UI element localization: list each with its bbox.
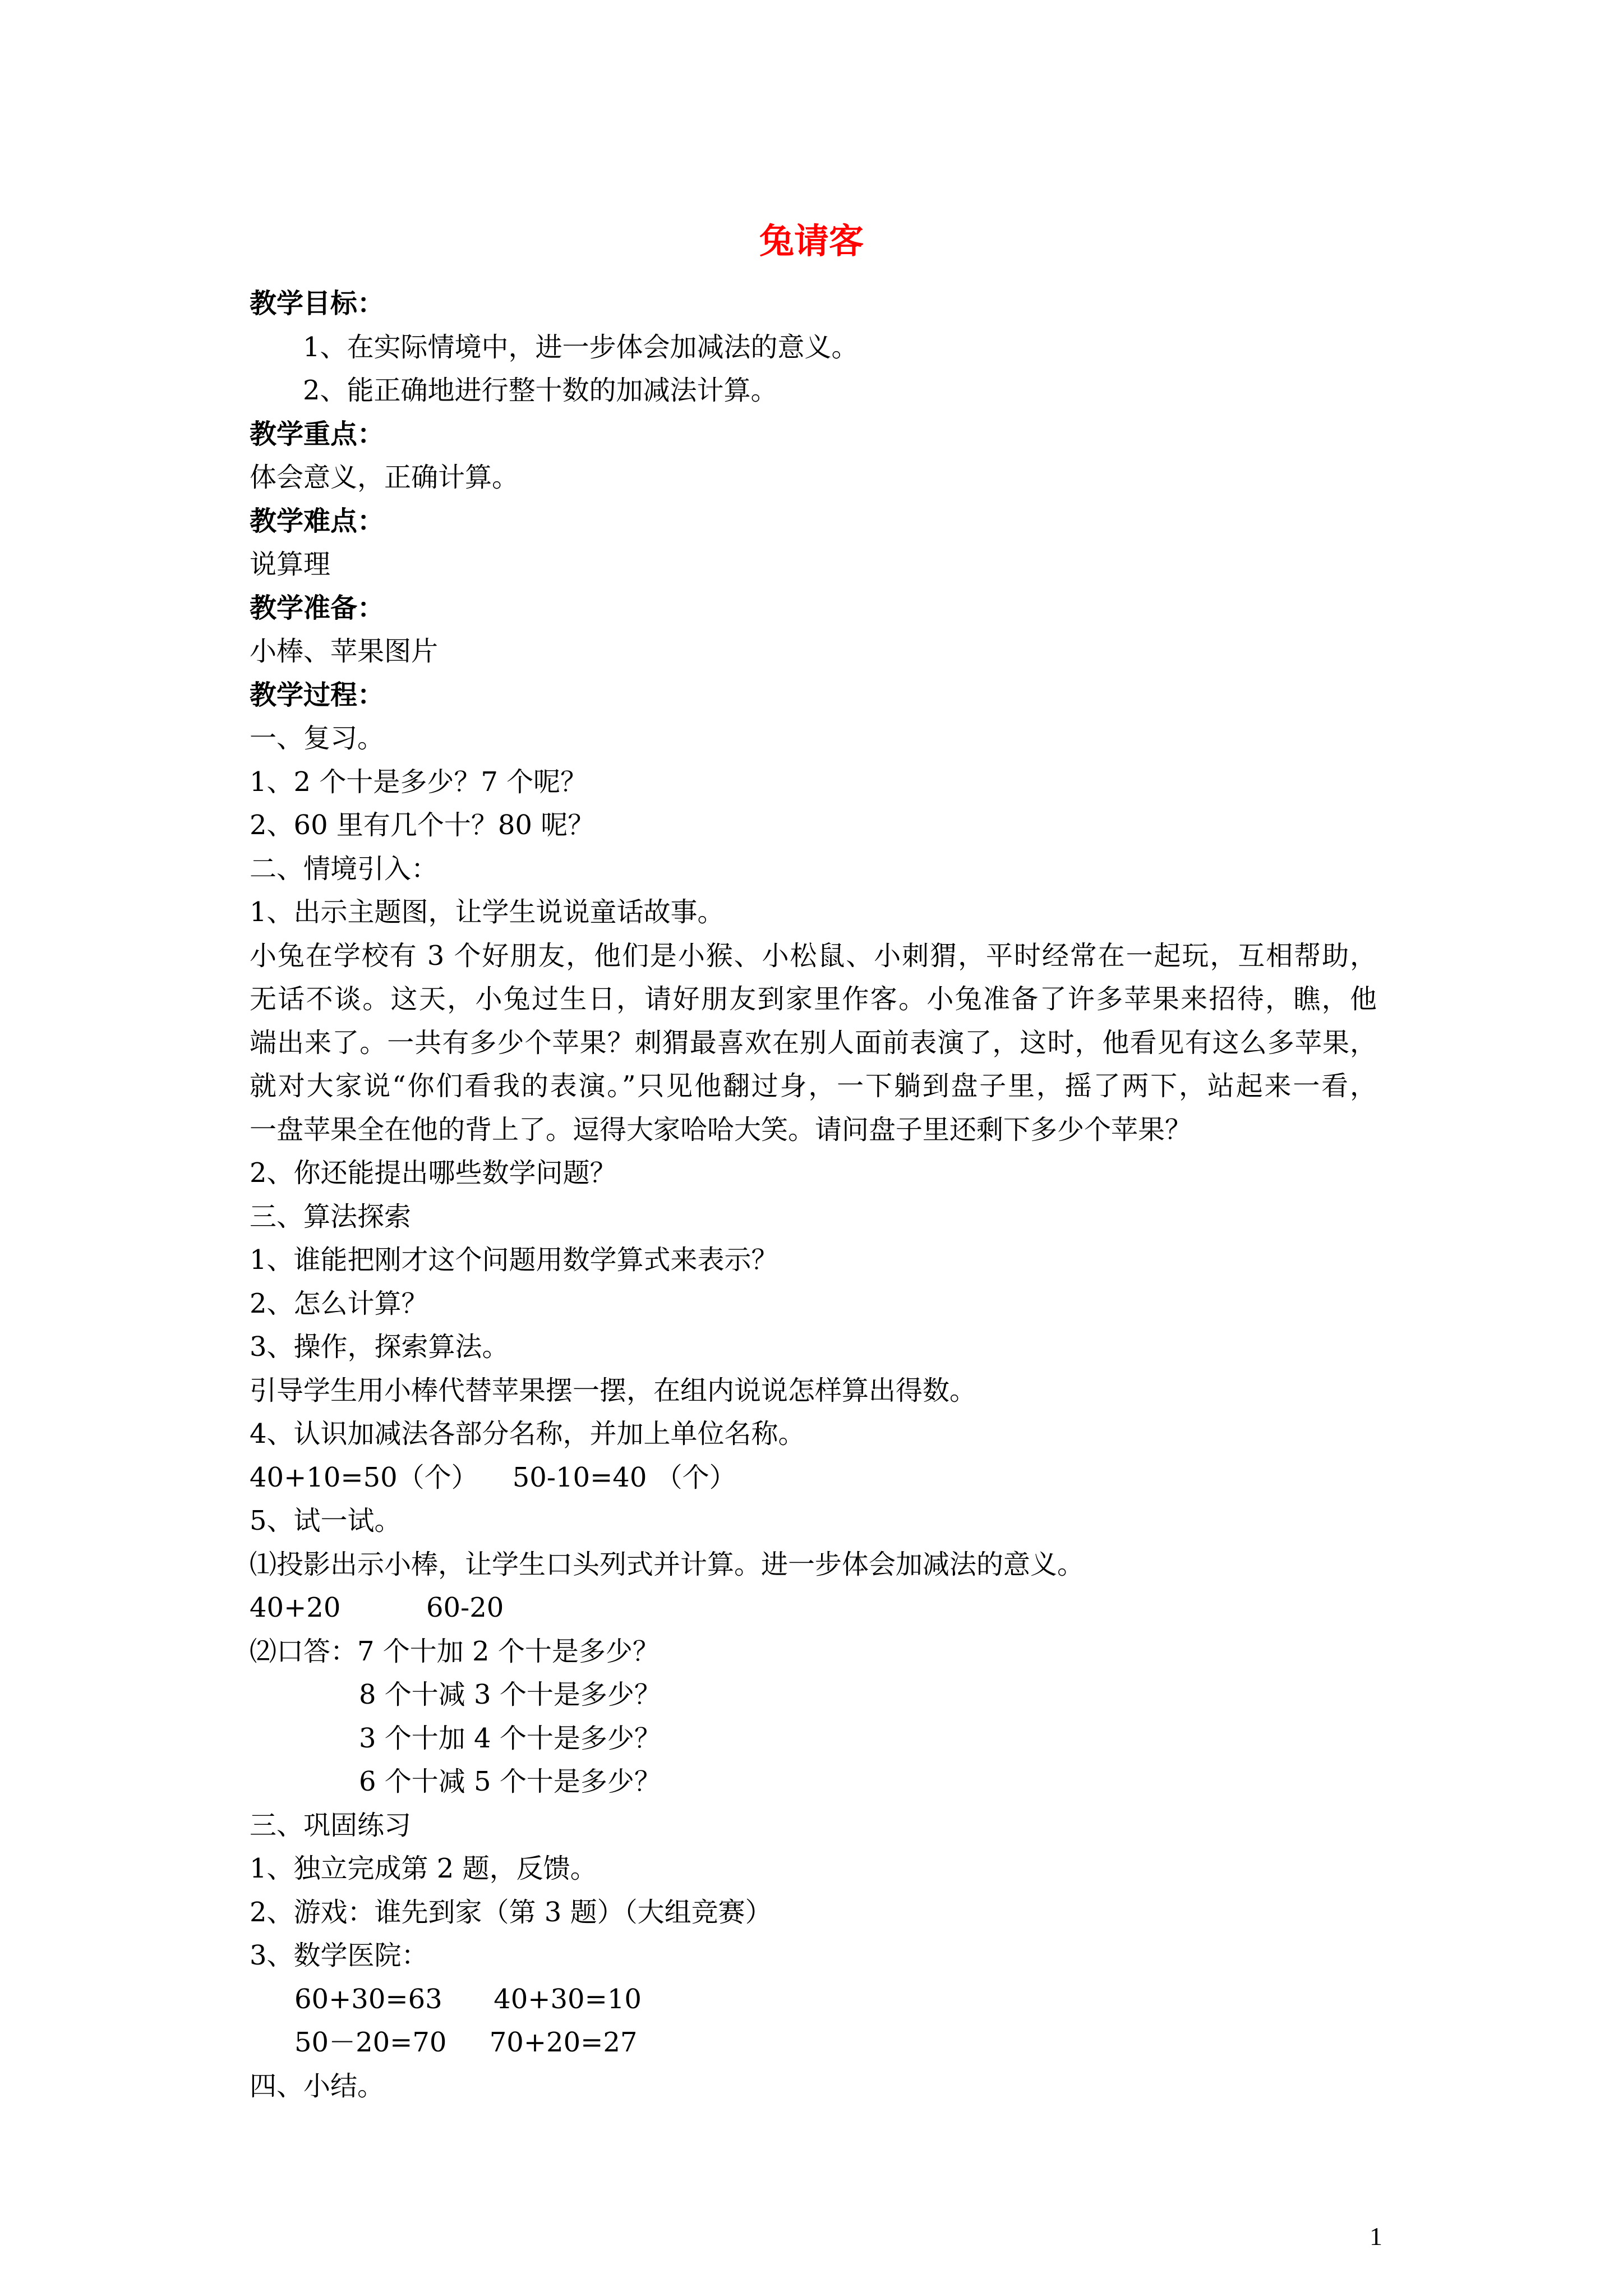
process-line: 2、游戏：谁先到家（第 3 题）（大组竞赛） <box>250 1897 772 1928</box>
process-line: 一、复习。 <box>250 723 385 754</box>
story-line: 一盘苹果全在他的背上了。逗得大家哈哈大笑。请问盘子里还剩下多少个苹果？ <box>250 1114 1192 1145</box>
question-line: 6 个十减 5 个十是多少？ <box>359 1766 661 1797</box>
process-line: 2、怎么计算？ <box>250 1288 428 1319</box>
goal-item: 1、在实际情境中，进一步体会加减法的意义。 <box>303 332 859 363</box>
process-line: 1、独立完成第 2 题，反馈。 <box>250 1853 597 1884</box>
document-title: 兔请客 <box>759 220 864 261</box>
process-line: 5、试一试。 <box>250 1505 402 1536</box>
story-line: 端出来了。一共有多少个苹果？刺猬最喜欢在别人面前表演了，这时，他看见有这么多苹果， <box>250 1027 1377 1059</box>
process-line: 1、出示主题图，让学生说说童话故事。 <box>250 896 725 928</box>
difficulty-heading: 教学难点： <box>250 505 385 537</box>
process-line: 三、巩固练习 <box>250 1810 412 1841</box>
process-line: 引导学生用小棒代替苹果摆一摆，在组内说说怎样算出得数。 <box>250 1375 977 1406</box>
process-line: 3、操作，探索算法。 <box>250 1331 509 1363</box>
key-points-heading: 教学重点： <box>250 418 385 450</box>
process-line: ⑴投影出示小棒，让学生口头列式并计算。进一步体会加减法的意义。 <box>250 1549 1085 1580</box>
equation-line: 50－20=70 70+20=27 <box>294 2027 638 2058</box>
story-line: 就对大家说“你们看我的表演。”只见他翻过身，一下躺到盘子里，摇了两下，站起来一看， <box>250 1070 1377 1102</box>
process-line: 3、数学医院： <box>250 1940 428 1971</box>
goals-heading: 教学目标： <box>250 288 385 319</box>
page-number: 1 <box>1370 2222 1382 2251</box>
process-line: 四、小结。 <box>250 2070 385 2102</box>
story-line: 小兔在学校有 3 个好朋友，他们是小猴、小松鼠、小刺猬，平时经常在一起玩，互相帮助， <box>250 940 1377 972</box>
process-line: 4、认识加减法各部分名称，并加上单位名称。 <box>250 1418 805 1450</box>
equation-line: 40+20 60-20 <box>250 1592 504 1623</box>
difficulty-text: 说算理 <box>250 549 331 580</box>
goal-item: 2、能正确地进行整十数的加减法计算。 <box>303 375 778 406</box>
process-line: 2、你还能提出哪些数学问题？ <box>250 1157 617 1189</box>
question-line: 8 个十减 3 个十是多少？ <box>359 1679 661 1710</box>
key-points-text: 体会意义，正确计算。 <box>250 462 519 493</box>
process-line: 二、情境引入： <box>250 853 439 885</box>
process-line: 1、2 个十是多少？7 个呢？ <box>250 766 588 798</box>
equation-line: 60+30=63 40+30=10 <box>294 1984 642 2015</box>
story-line: 无话不谈。这天，小兔过生日，请好朋友到家里作客。小兔准备了许多苹果来招待，瞧，他 <box>250 983 1377 1015</box>
process-line: 1、谁能把刚才这个问题用数学算式来表示？ <box>250 1244 778 1276</box>
process-heading: 教学过程： <box>250 679 385 711</box>
preparation-text: 小棒、苹果图片 <box>250 636 439 667</box>
equation-line: 40+10=50（个） 50-10=40 （个） <box>250 1462 736 1493</box>
process-line: 2、60 里有几个十？80 呢？ <box>250 809 595 841</box>
question-line: 3 个十加 4 个十是多少？ <box>359 1723 661 1754</box>
process-line: ⑵口答：7 个十加 2 个十是多少？ <box>250 1636 660 1667</box>
preparation-heading: 教学准备： <box>250 592 385 624</box>
process-line: 三、算法探索 <box>250 1201 412 1232</box>
